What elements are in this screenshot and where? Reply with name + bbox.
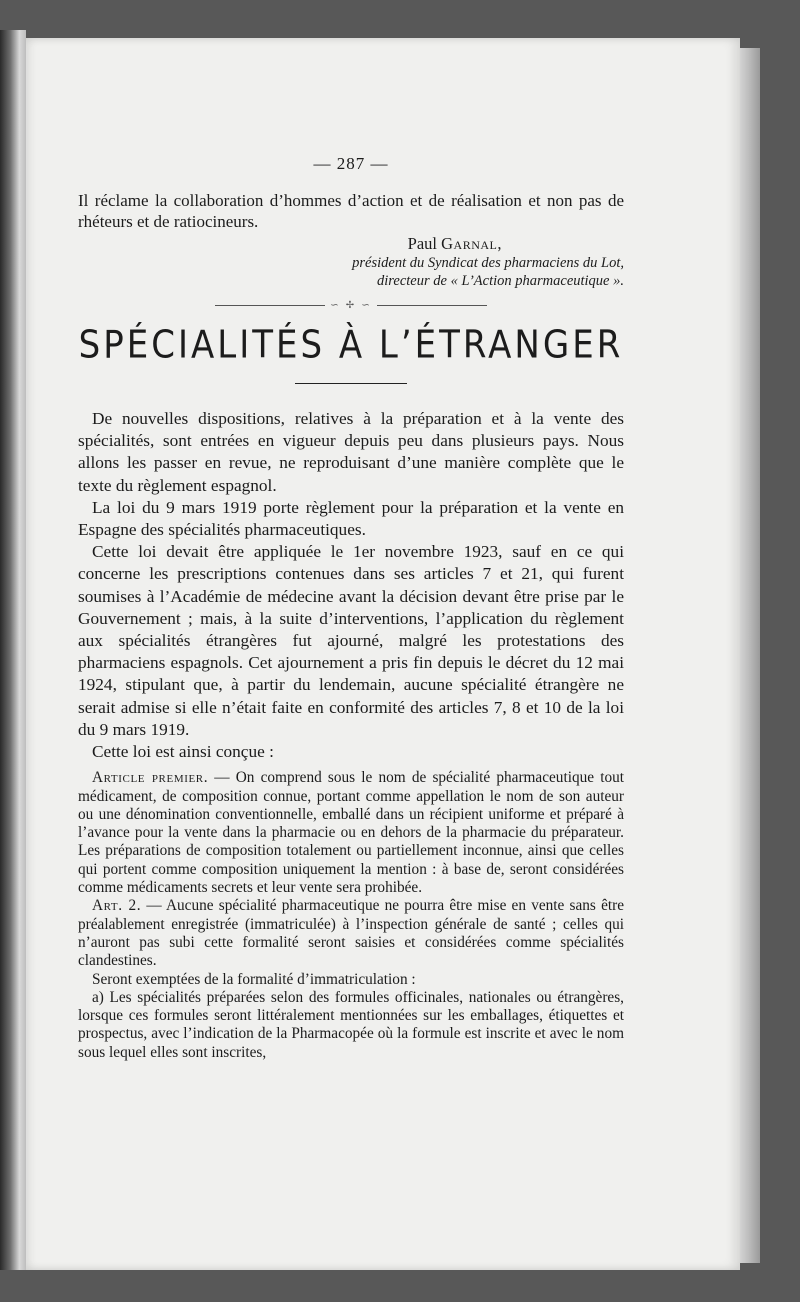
article-2-text: — Aucune spécialité pharmaceutique ne pourra être mise en vente sans être préalablement enregistrée (immatriculée) à l’inspection générale de santé ; celles qui n’auront pas subi cette formalité seront saisies et considérées comme spécialités clandestines. — [78, 897, 624, 970]
article-2 — [78, 897, 624, 970]
signature-first-name: Paul — [407, 234, 442, 253]
page-stack-edge — [738, 48, 760, 1263]
body-paragraph-4: Cette loi est ainsi conçue : — [92, 742, 274, 762]
section-title: SPÉCIALITÉS À L’ÉTRANGER — [78, 322, 624, 368]
signature-block — [78, 234, 624, 290]
book-page — [26, 38, 740, 1270]
ornament-rule-right — [377, 305, 487, 306]
exemptions-intro: Seront exemptées de la formalité d’immatriculation : — [92, 970, 416, 988]
exemption-a: a) Les spécialités préparées selon des formules officinales, nationales ou étrangères, lorsque ces formules seront littéralement mentionnées sur les emballages, étiquettes et prospectus, avec l’indication de la Pharmacopée où la formule est inscrite et avec le nom sous lequel elles sont inscrites, — [78, 988, 624, 1061]
body-paragraph-3: Cette loi devait être appliquée le 1er novembre 1923, sauf en ce qui concerne les prescriptions contenues dans ses articles 7 et 21, qui furent soumises à l’Académie de médecine avant la décision devant être prise par le Gouvernement ; mais, à la suite d’interventions, l’application du règlement aux spécialités étrangères fut ajourné, malgré les protestations des pharmaciens espagnols. Cet ajournement a pris fin depuis le décret du 12 mai 1924, stipulant que, à partir du lendemain, aucune spécialité étrangère ne serait admise si elle n’était faite en conformité des articles 7, 8 et 10 de la loi du 9 mars 1919. — [78, 542, 624, 739]
article-1-text: — On comprend sous le nom de spécialité pharmaceutique tout médicament, de composition connue, portant comme appellation le nom de son auteur ou une dénomination conventionnelle, emballé dans un récipient uniforme et préparé à l’avance pour la vente dans la pharmacie ou en dehors de la pharmacie du préparateur. Les préparations de composition totalement ou partiellement inconnue, ainsi que celles qui portent comme composition uniquement la mention : à base de, seront considérées comme médicaments secrets et leur vente sera prohibée. — [78, 769, 624, 897]
title-underline — [295, 383, 407, 384]
intro-paragraph: Il réclame la collaboration d’hommes d’action et de réalisation et non pas de rhéteurs et de ratiocineurs. — [78, 191, 624, 231]
article-1 — [78, 769, 624, 897]
law-articles — [78, 769, 624, 1062]
signature-line-2: directeur de « L’Action pharmaceutique ». — [377, 273, 624, 289]
body-paragraph-2: La loi du 9 mars 1919 porte règlement pour la préparation et la vente en Espagne des spécialités pharmaceutiques. — [78, 497, 624, 540]
body-text — [78, 408, 624, 763]
article-1-heading: Article premier. — [92, 769, 209, 787]
article-2-heading: Art. 2. — [92, 897, 142, 915]
ornament-glyph: ∽ ✢ ∽ — [330, 300, 372, 311]
page-content — [78, 154, 624, 1062]
adjacent-page-edge — [0, 30, 26, 1270]
ornament-rule-left — [215, 305, 325, 306]
signature-last-name: Garnal, — [441, 234, 502, 253]
body-paragraph-1: De nouvelles dispositions, relatives à la préparation et à la vente des spécialités, sont entrées en vigueur depuis peu dans plusieurs pays. Nous allons les passer en revue, ne reproduisant d’une manière complète que le texte du règlement espagnol. — [78, 409, 624, 495]
signature-name — [78, 234, 624, 254]
section-ornament — [78, 300, 624, 311]
signature-line-1: président du Syndicat des pharmaciens du Lot, — [352, 255, 624, 271]
page-number: — 287 — — [313, 154, 389, 173]
